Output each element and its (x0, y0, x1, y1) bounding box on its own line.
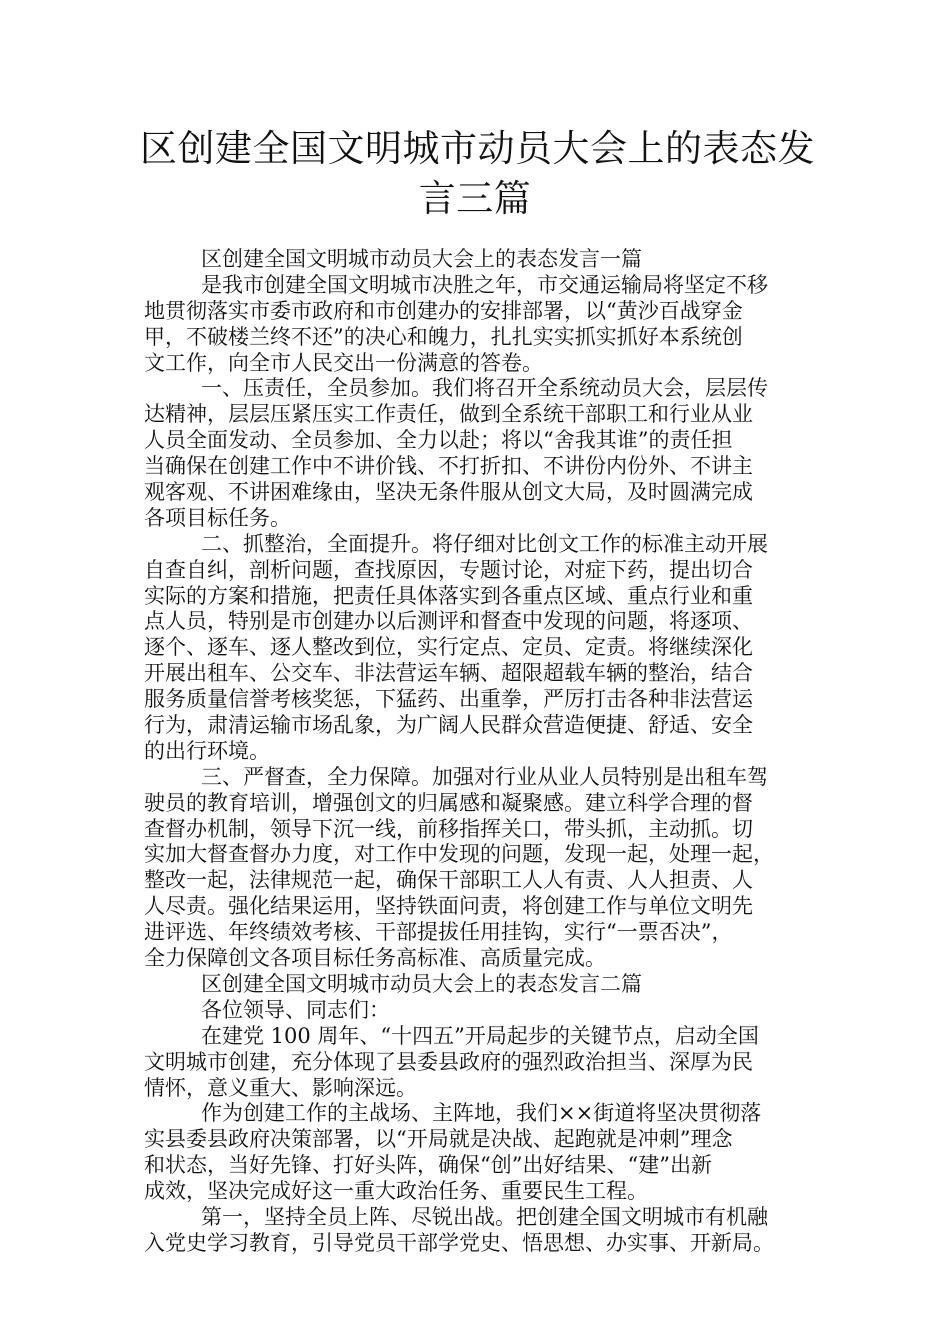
text-line: 整改一起，法律规范一起，确保干部职工人人有责、人人担责、人 (144, 868, 753, 893)
text-line: 在建党 100 周年、“十四五”开局起步的关键节点，启动全国 (201, 1023, 759, 1048)
text-line: 查督办机制，领导下沉一线，前移指挥关口，带头抓，主动抓。切 (144, 816, 753, 841)
text-line: 作为创建工作的主战场、主阵地，我们××街道将坚决贯彻落 (201, 1101, 762, 1126)
text-line: 三、严督查，全力保障。加强对行业从业人员特别是出租车驾 (201, 764, 768, 789)
document-title (140, 124, 815, 224)
text-line: 行为，肃清运输市场乱象，为广阔人民群众营造便捷、舒适、安全 (144, 713, 753, 738)
text-line: 一、压责任，全员参加。我们将召开全系统动员大会，层层传 (201, 376, 768, 401)
text-line: 第一，坚持全员上阵、尽锐出战。把创建全国文明城市有机融 (201, 1204, 768, 1229)
text-line: 区创建全国文明城市动员大会上的表态发言一篇 (201, 247, 642, 271)
text-line: 和状态，当好先锋、打好头阵，确保“创”出好结果、“建”出新 (144, 1153, 712, 1178)
text-line: 达精神，层层压紧压实工作责任，做到全系统干部职工和行业从业 (144, 402, 753, 427)
text-line: 进评选、年终绩效考核、干部提拔任用挂钩，实行“一票否决”， (144, 920, 733, 945)
text-line: 实际的方案和措施，把责任具体落实到各重点区域、重点行业和重 (144, 583, 753, 608)
text-line: 的出行环境。 (144, 738, 270, 763)
text-line: 观客观、不讲困难缘由，坚决无条件服从创文大局，及时圆满完成 (144, 480, 753, 505)
text-line: 自查自纠，剖析问题，查找原因，专题讨论，对症下药，提出切合 (144, 557, 753, 582)
text-line: 人员全面发动、全员参加、全力以赴；将以“舍我其谁”的责任担 (144, 428, 733, 453)
text-line: 二、抓整治，全面提升。将仔细对比创文工作的标准主动开展 (201, 531, 768, 556)
text-line: 地贯彻落实市委市政府和市创建办的安排部署，以“黄沙百战穿金 (144, 298, 743, 323)
text-line: 服务质量信誉考核奖惩，下猛药、出重拳，严厉打击各种非法营运 (144, 687, 753, 712)
text-line: 实加大督查督办力度，对工作中发现的问题，发现一起，处理一起， (144, 842, 774, 867)
text-line: 点人员，特别是市创建办以后测评和督查中发现的问题，将逐项、 (144, 609, 753, 634)
text-line: 实县委县政府决策部署，以“开局就是决战、起跑就是冲刺”理念 (144, 1127, 733, 1152)
title-line: 言三篇 (418, 177, 532, 220)
text-line: 当确保在创建工作中不讲价钱、不打折扣、不讲份内份外、不讲主 (144, 454, 753, 479)
text-line: 全力保障创文各项目标任务高标准、高质量完成。 (144, 946, 606, 971)
text-line: 人尽责。强化结果运用，坚持铁面问责，将创建工作与单位文明先 (144, 894, 753, 919)
text-line: 各项目标任务。 (144, 505, 291, 530)
text-line: 文工作，向全市人民交出一份满意的答卷。 (144, 350, 543, 375)
text-line: 成效，坚决完成好这一重大政治任务、重要民生工程。 (144, 1179, 648, 1204)
text-line: 开展出租车、公交车、非法营运车辆、超限超载车辆的整治，结合 (144, 661, 753, 686)
text-line: 文明城市创建，充分体现了县委县政府的强烈政治担当、深厚为民 (144, 1049, 753, 1074)
text-line: 区创建全国文明城市动员大会上的表态发言二篇 (201, 971, 642, 996)
text-line: 甲，不破楼兰终不还”的决心和魄力，扎扎实实抓实抓好本系统创 (144, 324, 743, 349)
text-line: 驶员的教育培训，增强创文的归属感和凝聚感。建立科学合理的督 (144, 790, 753, 815)
text-line: 情怀，意义重大、影响深远。 (144, 1075, 417, 1100)
text-line: 逐个、逐车、逐人整改到位，实行定点、定员、定责。将继续深化 (144, 635, 753, 660)
document-body (144, 247, 824, 1257)
title-line: 区创建全国文明城市动员大会上的表态发 (140, 127, 815, 170)
text-line: 是我市创建全国文明城市决胜之年，市交通运输局将坚定不移 (201, 272, 768, 297)
text-line: 入党史学习教育，引导党员干部学党史、悟思想、办实事、开新局。 (144, 1230, 774, 1255)
text-line: 各位领导、同志们： (201, 997, 390, 1022)
